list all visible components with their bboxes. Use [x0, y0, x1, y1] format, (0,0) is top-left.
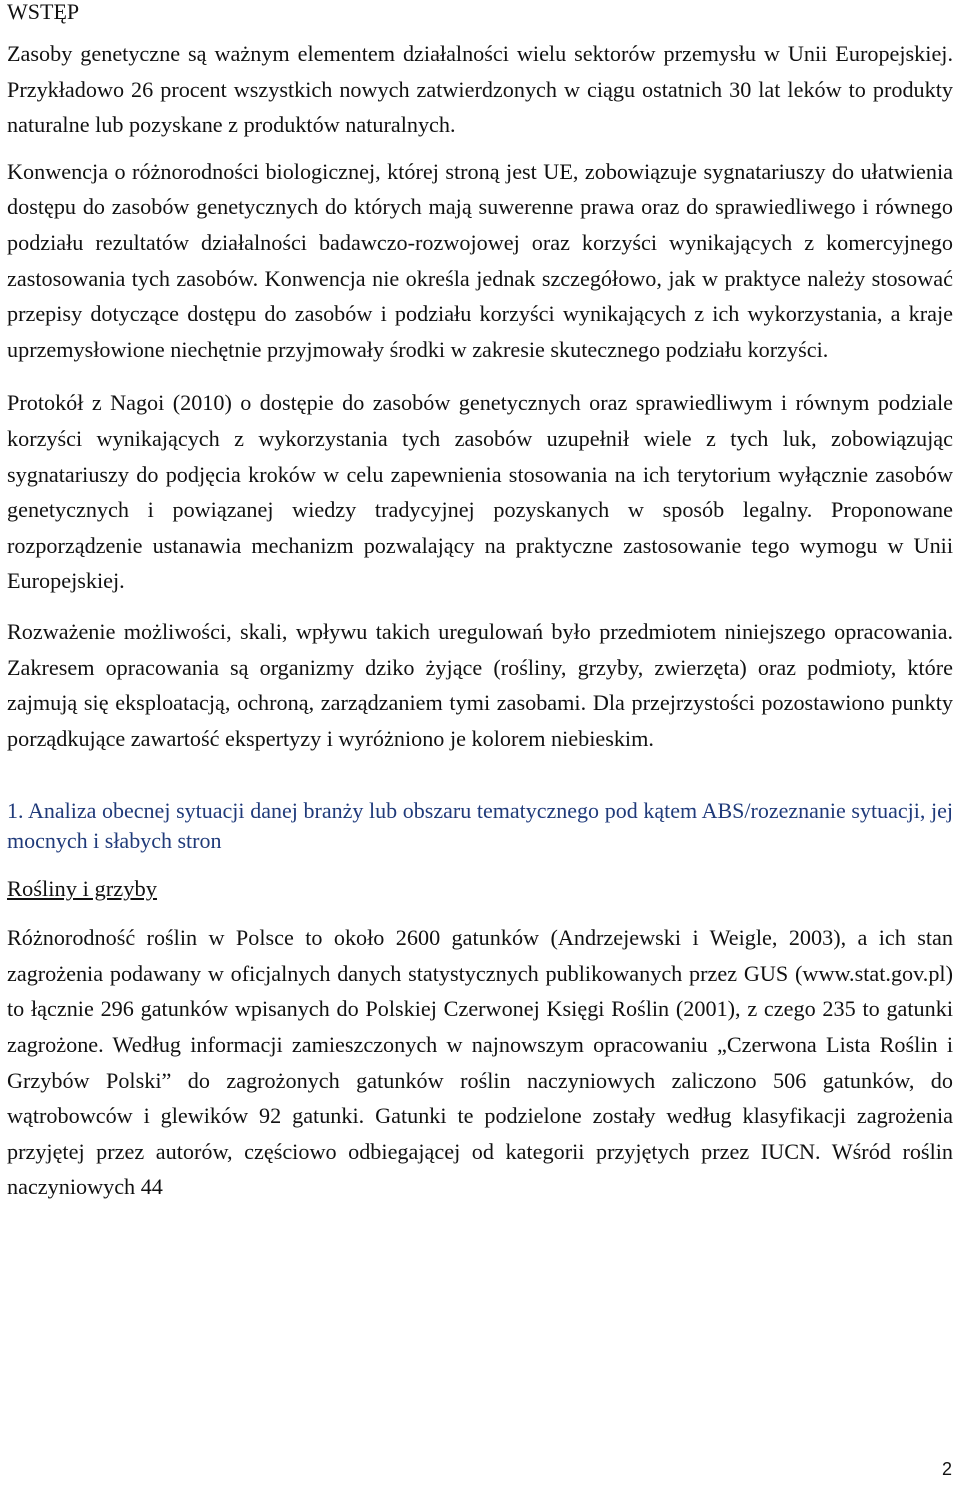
intro-paragraph-1: Zasoby genetyczne są ważnym elementem działalności wielu sektorów przemysłu w Unii Europejskiej. Przykładowo 26 procent wszystkich nowych zatwierdzonych w ciągu ostatnich 30 lat leków to produkty naturalne lub pozyskane z produktów naturalnych.	[7, 41, 953, 138]
page-number: 2	[941, 1459, 952, 1479]
intro-paragraph-3: Protokół z Nagoi (2010) o dostępie do zasobów genetycznych oraz sprawiedliwym i równym podziale korzyści wynikających z wykorzystania tych zasobów uzupełnił wiele z tych luk, zobowiązując sygnatariuszy do podjęcia kroków w celu zapewnienia stosowania na ich terytorium wyłącznie zasobów genetycznych i powiązanej wiedzy tradycyjnej pozyskanych w sposób legalny. Proponowane rozporządzenie ustanawia mechanizm pozwalający na praktyczne zastosowanie tego wymogu w Unii Europejskiej.	[7, 390, 953, 594]
intro-paragraph-4: Rozważenie możliwości, skali, wpływu takich uregulowań było przedmiotem niniejszego opracowania. Zakresem opracowania są organizmy dziko żyjące (rośliny, grzyby, zwierzęta) oraz podmioty, które zajmują się eksploatacją, ochroną, zarządzaniem tymi zasobami. Dla przejrzystości pozostawiono punkty porządkujące zawartość ekspertyzy i wyróżniono je kolorem niebieskim.	[7, 618, 953, 751]
intro-paragraph-2: Konwencja o różnorodności biologicznej, której stroną jest UE, zobowiązuje sygnatariuszy do ułatwienia dostępu do zasobów genetycznych do których mają suwerenne prawa oraz do sprawiedliwego i równego podziału rezultatów działalności badawczo-rozwojowej oraz korzyści wynikających z komercyjnego zastosowania tych zasobów. Konwencja nie określa jednak szczegółowo, jak w praktyce należy stosować przepisy dotyczące dostępu do zasobów i podziału korzyści wynikających z ich wykorzystania, a kraje uprzemysłowione niechętnie przyjmowały środki w zakresie skutecznego podziału korzyści.	[7, 158, 953, 362]
section-heading-wstep: WSTĘP	[7, 0, 80, 24]
subheading-plants-fungi: Rośliny i grzyby	[7, 876, 157, 902]
section-title-analysis: 1. Analiza obecnej sytuacji danej branży lub obszaru tematycznego pod kątem ABS/rozeznanie sytuacji, jej mocnych i słabych stron	[7, 798, 953, 854]
document-page	[7, 0, 953, 1205]
body-paragraph-plants: Różnorodność roślin w Polsce to około 2600 gatunków (Andrzejewski i Weigle, 2003), a ich stan zagrożenia podawany w oficjalnych danych statystycznych publikowanych przez GUS (www.stat.gov.pl) to łącznie 296 gatunków wpisanych do Polskiej Czerwonej Księgi Roślin (2001), z czego 235 to gatunki zagrożone. Według informacji zamieszczonych w najnowszym opracowaniu „Czerwona Lista Roślin i Grzybów Polski” do zagrożonych gatunków roślin naczyniowych zaliczono 506 gatunków, do wątrobowców i glewików 92 gatunki. Gatunki te podzielone zostały według klasyfikacji zagrożenia przyjętej przez autorów, częściowo odbiegającej od kategorii przyjętych przez IUCN. Wśród roślin naczyniowych 44	[7, 925, 953, 1200]
